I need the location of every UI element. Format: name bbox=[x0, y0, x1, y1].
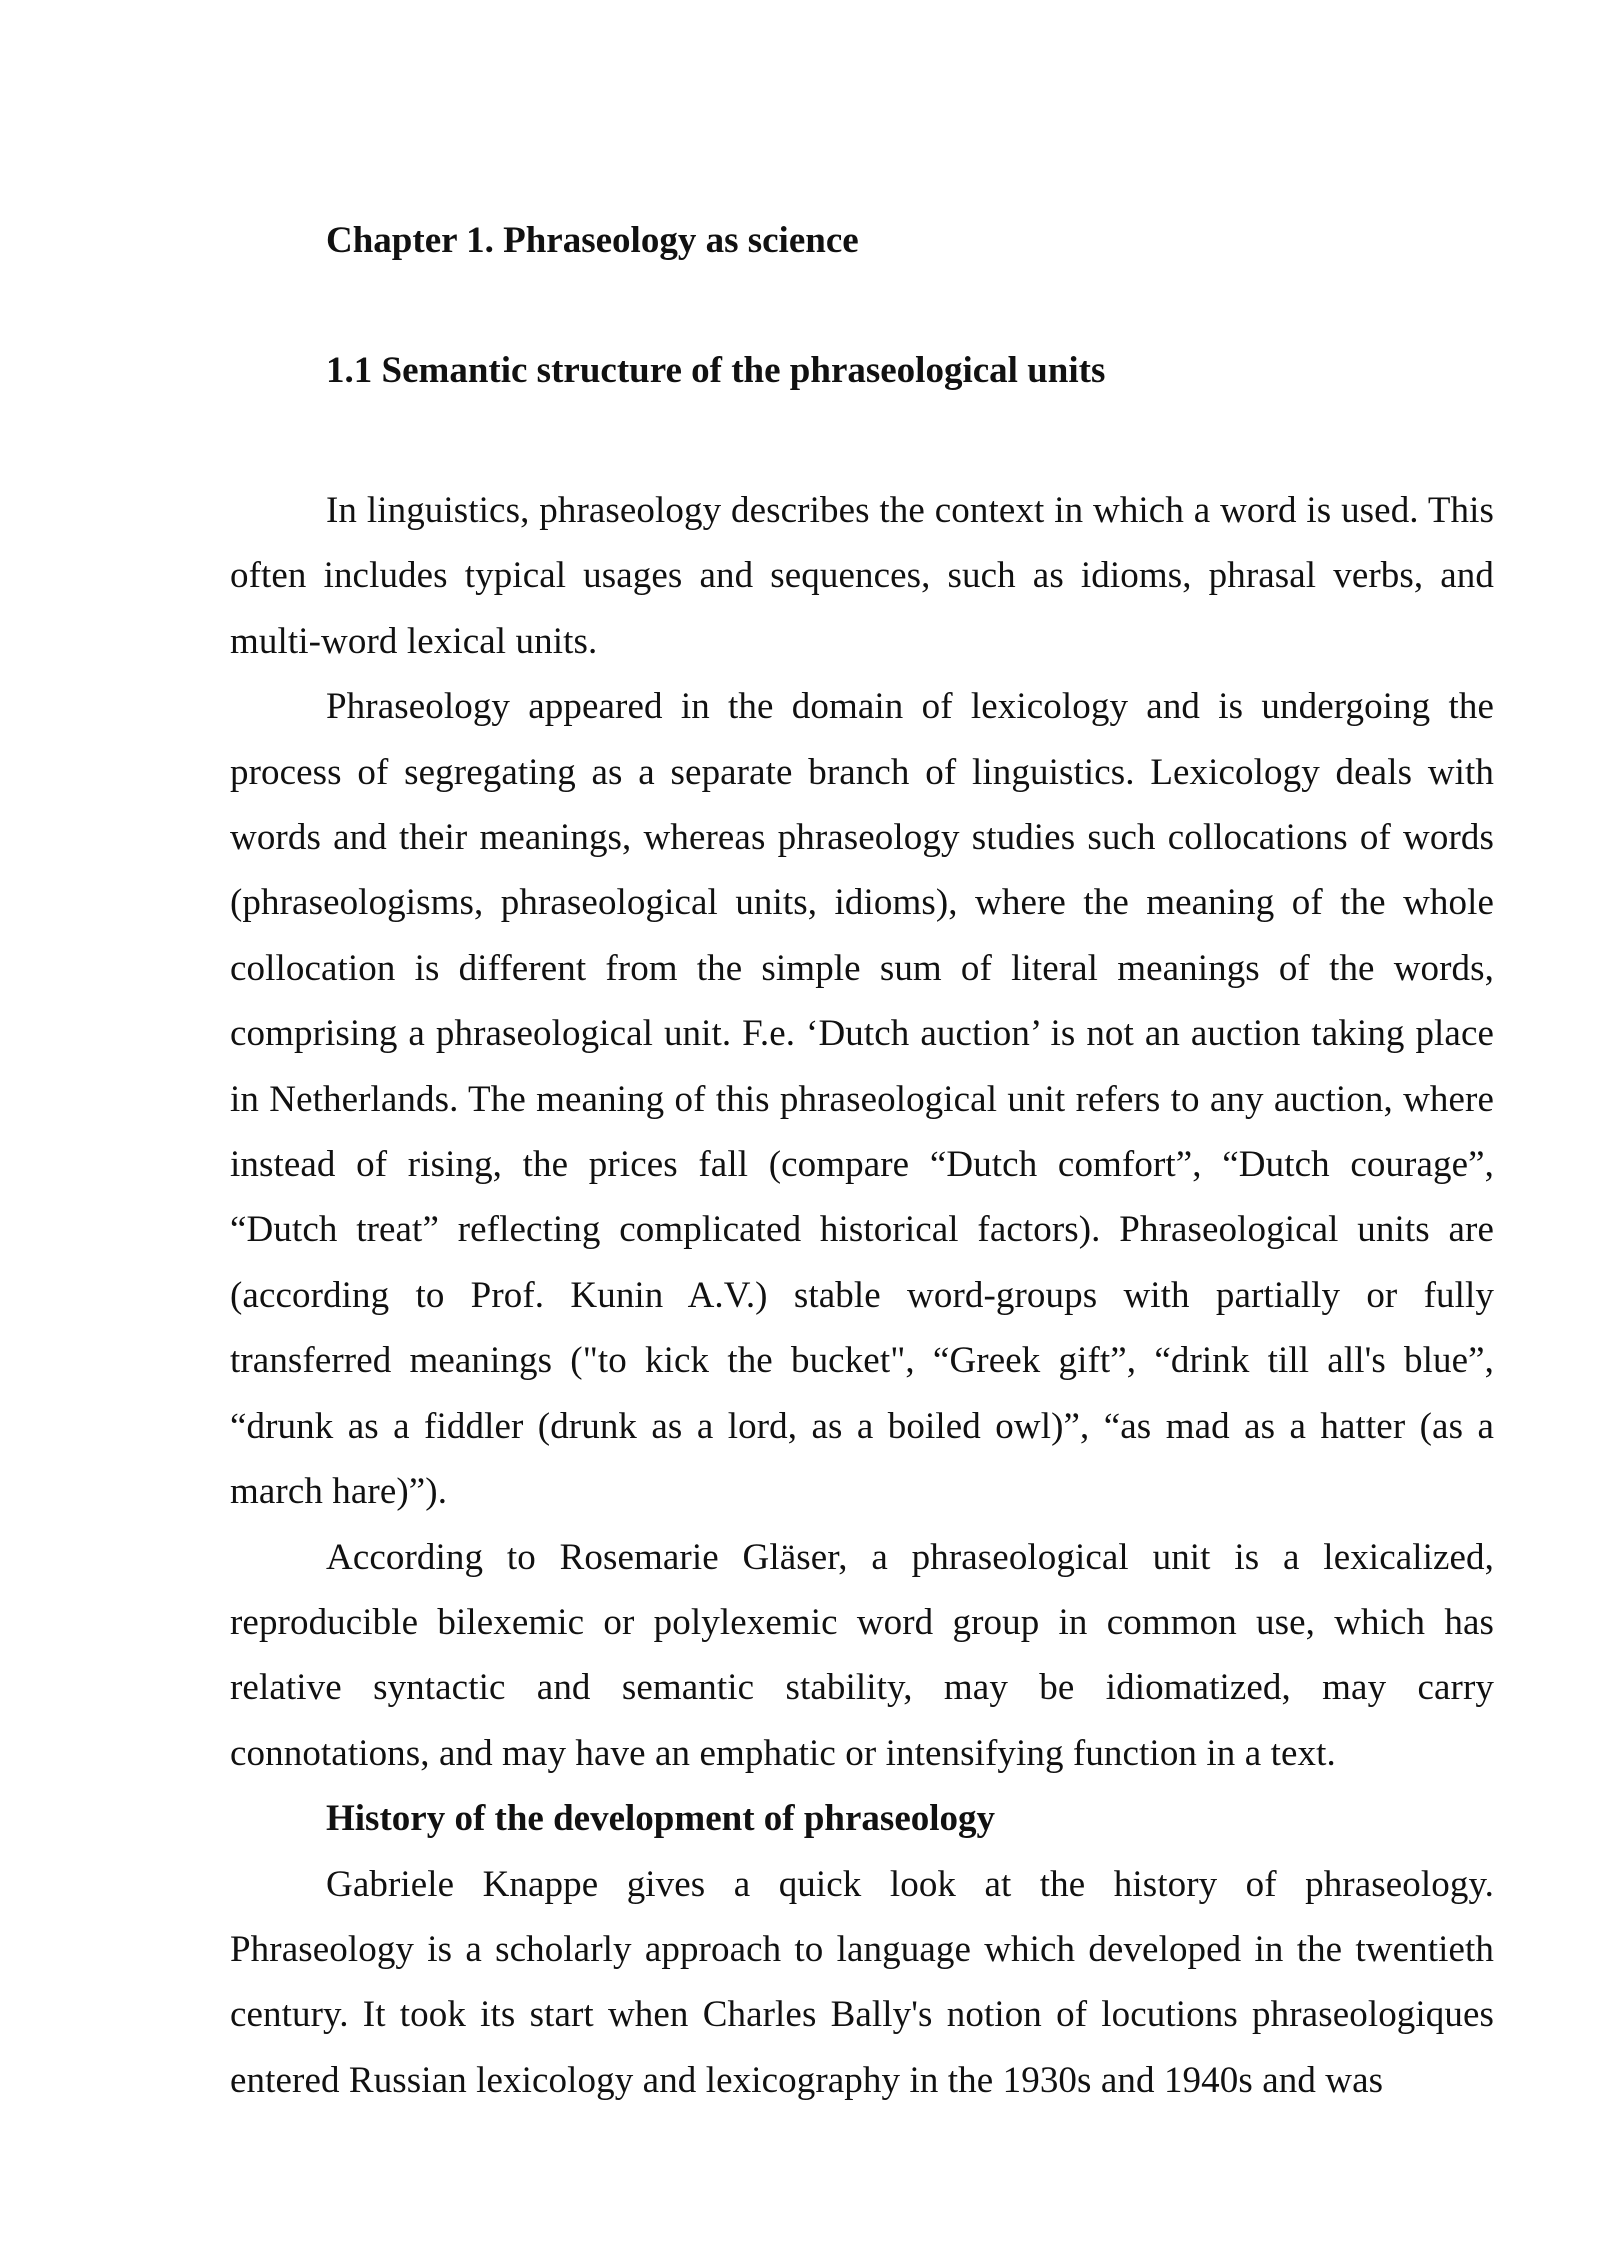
paragraph-glaser: According to Rosemarie Gläser, a phraseological unit is a lexicalized, reproducible bilexemic or polylexemic word group in common use, which has relative syntactic and semantic stability, may be idiomatized, may carry connotations, and may have an emphatic or intensifying function in a text. bbox=[230, 1536, 1494, 1774]
chapter-title: Chapter 1. Phraseology as science bbox=[326, 220, 859, 261]
paragraph-intro: In linguistics, phraseology describes the context in which a word is used. This often includes typical usages and sequences, such as idioms, phrasal verbs, and multi-word lexical units. bbox=[230, 490, 1494, 662]
paragraph-lexicology: Phraseology appeared in the domain of lexicology and is undergoing the process of segregating as a separate branch of linguistics. Lexicology deals with words and their meanings, whereas phraseology studies such collocations of words (phraseologisms, phraseological units, idioms), where the meaning of the whole collocation is different from the simple sum of literal meanings of the words, comprising a phraseological unit. F.e. ‘Dutch auction’ is not an auction taking place in Netherlands. The meaning of this phraseological unit refers to any auction, where instead of rising, the prices fall (compare “Dutch comfort”, “Dutch courage”, “Dutch treat” reflecting complicated historical factors). Phraseological units are (according to Prof. Kunin A.V.) stable word-groups with partially or fully transferred meanings ("to kick the bucket", “Greek gift”, “drink till all's blue”, “drunk as a fiddler (drunk as a lord, as a boiled owl)”, “as mad as a hatter (as a march hare)”). bbox=[230, 686, 1494, 1513]
document-page bbox=[230, 218, 1494, 2113]
section-title: 1.1 Semantic structure of the phraseological units bbox=[326, 350, 1106, 391]
history-subheading: History of the development of phraseology bbox=[326, 1798, 996, 1840]
paragraph-history: Gabriele Knappe gives a quick look at the history of phraseology. Phraseology is a scholarly approach to language which developed in the twentieth century. It took its start when Charles Bally's notion of locutions phraseologiques entered Russian lexicology and lexicography in the 1930s and 1940s and was bbox=[230, 1863, 1494, 2101]
